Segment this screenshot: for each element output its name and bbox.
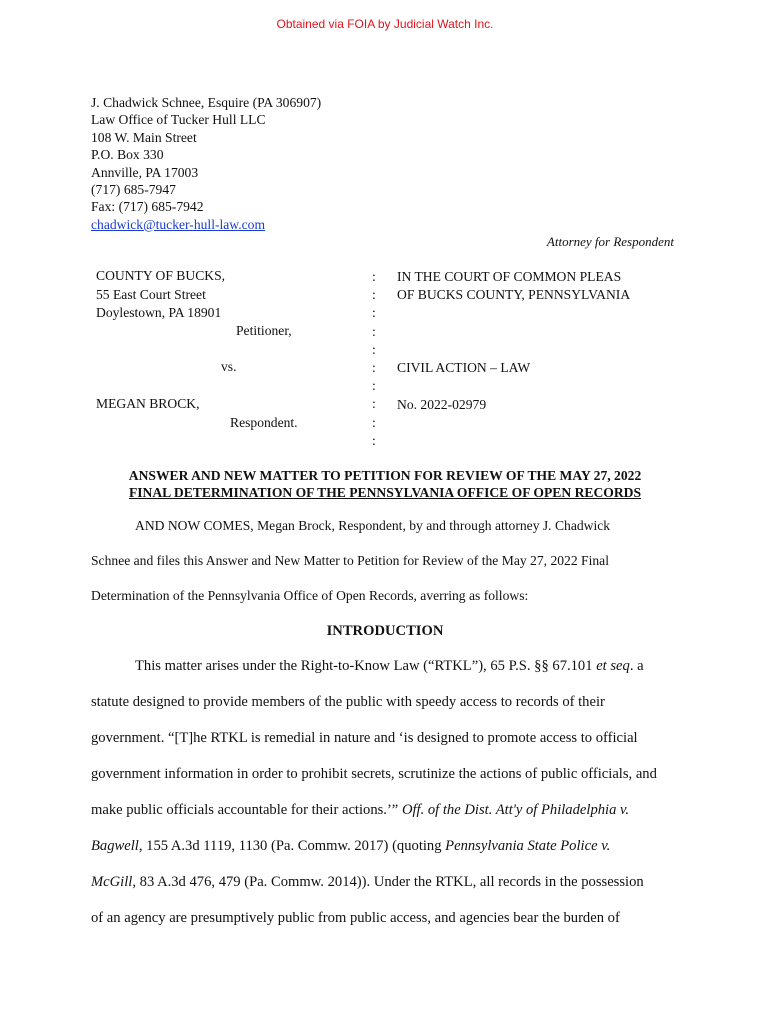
colon: : <box>372 432 376 448</box>
colon: : <box>372 269 376 284</box>
petitioner-street: 55 East Court Street <box>96 287 206 302</box>
para-line: of an agency are presumptively public from public access, and agencies bear the burden of <box>91 910 620 926</box>
para-line: government. “[T]he RTKL is remedial in nature and ‘is designed to promote access to official <box>91 730 638 746</box>
phone: (717) 685-7947 <box>91 182 176 198</box>
para-line: government information in order to prohibit secrets, scrutinize the actions of public officials, and <box>91 766 657 782</box>
document-title <box>0 467 770 501</box>
colon: : <box>372 287 376 303</box>
email-link[interactable]: chadwick@tucker-hull-law.com <box>91 216 266 232</box>
section-heading-introduction: INTRODUCTION <box>326 623 444 639</box>
respondent-name: MEGAN BROCK, <box>96 396 200 411</box>
colon: : <box>372 396 376 412</box>
civil-action: CIVIL ACTION – LAW <box>397 360 531 375</box>
colon: : <box>372 341 376 357</box>
fax: Fax: (717) 685-7942 <box>91 199 204 215</box>
versus: vs. <box>221 359 237 374</box>
intro-line: Determination of the Pennsylvania Office of Open Records, averring as follows: <box>91 588 529 603</box>
intro-line: AND NOW COMES, Megan Brock, Respondent, by and through attorney J. Chadwick <box>135 518 611 533</box>
para-line: statute designed to provide members of the public with speedy access to records of their <box>91 694 605 710</box>
city-state-zip: Annville, PA 17003 <box>91 164 199 180</box>
street-address: 108 W. Main Street <box>91 129 197 145</box>
court-name-line1: IN THE COURT OF COMMON PLEAS <box>397 269 622 284</box>
title-line2: FINAL DETERMINATION OF THE PENNSYLVANIA OFFICE OF OPEN RECORDS <box>128 485 642 500</box>
petitioner-city: Doylestown, PA 18901 <box>96 305 222 320</box>
caption-colons <box>372 268 376 450</box>
colon: : <box>372 414 376 430</box>
petitioner-role: Petitioner, <box>236 323 292 338</box>
colon: : <box>372 360 376 376</box>
para-line: Bagwell, 155 A.3d 1119, 1130 (Pa. Commw. 2017) (quoting Pennsylvania State Police v. <box>91 838 611 854</box>
court-name-line2: OF BUCKS COUNTY, PENNSYLVANIA <box>397 287 631 302</box>
para-line: McGill, 83 A.3d 476, 479 (Pa. Commw. 2014)). Under the RTKL, all records in the possession <box>91 874 644 890</box>
colon: : <box>372 378 376 394</box>
foia-watermark: Obtained via FOIA by Judicial Watch Inc. <box>276 17 494 31</box>
attorney-for-respondent: Attorney for Respondent <box>546 234 674 249</box>
intro-line: Schnee and files this Answer and New Matter to Petition for Review of the May 27, 2022 Final <box>91 553 609 568</box>
law-office: Law Office of Tucker Hull LLC <box>91 112 266 128</box>
attorney-name: J. Chadwick Schnee, Esquire (PA 306907) <box>91 95 322 110</box>
po-box: P.O. Box 330 <box>91 147 164 163</box>
case-caption <box>0 268 770 453</box>
para-line: This matter arises under the Right-to-Know Law (“RTKL”), 65 P.S. §§ 67.101 et seq. a <box>135 658 644 674</box>
title-line1: ANSWER AND NEW MATTER TO PETITION FOR REVIEW OF THE MAY 27, 2022 <box>128 468 642 483</box>
respondent-role: Respondent. <box>230 415 298 430</box>
petitioner-name: COUNTY OF BUCKS, <box>96 268 226 283</box>
para-line: make public officials accountable for their actions.’” Off. of the Dist. Att'y of Philadelphia v. <box>91 802 630 818</box>
colon: : <box>372 323 376 339</box>
case-number: No. 2022-02979 <box>397 397 487 412</box>
attorney-info-block <box>91 94 321 233</box>
colon: : <box>372 305 376 321</box>
